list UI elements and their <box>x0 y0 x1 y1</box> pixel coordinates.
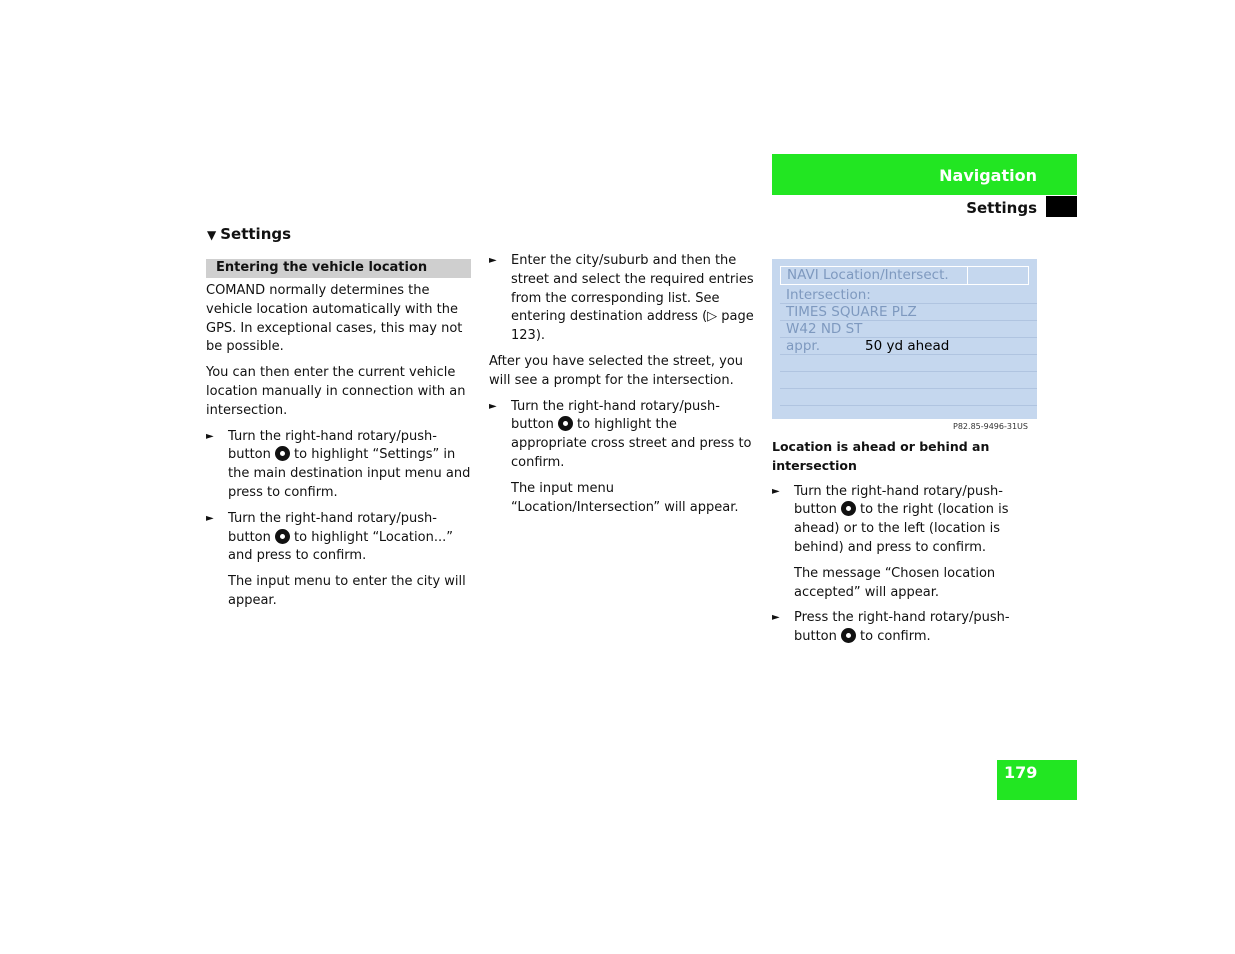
figure-reference: P82.85-9496-31US <box>953 422 1028 431</box>
screen-row <box>780 338 1037 355</box>
instruction-step <box>489 252 754 346</box>
step-text: Turn the right-hand rotary/push-button <box>228 510 437 545</box>
screen-row-empty <box>780 389 1037 406</box>
rotary-push-button-icon <box>558 416 573 431</box>
subsection-heading: Entering the vehicle location <box>206 259 471 278</box>
screen-title: NAVI Location/Intersect. <box>787 267 949 283</box>
section-heading <box>207 224 291 245</box>
instruction-step <box>206 428 471 503</box>
step-text: to highlight “Location...” and press to confirm. <box>228 529 453 564</box>
bullet-arrow-icon: ► <box>772 485 780 497</box>
paragraph: You can then enter the current vehicle location manually in connection with an intersection. <box>206 365 466 418</box>
step-text: to the right (location is ahead) or to the left (location is behind) and press to confirm. <box>794 502 1009 555</box>
screen-row-empty <box>780 355 1037 372</box>
step-result: The input menu to enter the city will appear. <box>228 574 466 608</box>
section-heading-title: Settings <box>220 225 292 243</box>
bullet-arrow-icon: ► <box>489 400 497 412</box>
rotary-push-button-icon <box>275 446 290 461</box>
section-marker-block <box>1046 196 1077 217</box>
rotary-push-button-icon <box>841 501 856 516</box>
instruction-step <box>206 510 471 566</box>
paragraph: COMAND normally determines the vehicle location automatically with the GPS. In exceptional cases, this may not be possible. <box>206 283 463 355</box>
step-text: to highlight “Settings” in the main destination input menu and press to confirm. <box>228 447 471 500</box>
step-text: Turn the right-hand rotary/push-button <box>228 428 437 463</box>
screen-row-value: 50 yd ahead <box>865 338 950 354</box>
collapse-triangle-icon: ▼ <box>207 228 217 242</box>
column-1 <box>206 259 471 618</box>
page-number-tab <box>997 760 1077 800</box>
column-3 <box>772 438 1037 654</box>
step-text: Press the right-hand rotary/push-button <box>794 610 1010 645</box>
bullet-arrow-icon: ► <box>489 255 497 266</box>
rotary-push-button-icon <box>275 529 290 544</box>
screen-row-text: appr. <box>786 338 821 354</box>
bullet-arrow-icon: ► <box>772 612 780 624</box>
step-result: The input menu “Location/Intersection” will appear. <box>511 480 739 515</box>
screen-row-text: W42 ND ST <box>786 321 863 337</box>
rotary-push-button-icon <box>841 628 856 643</box>
screen-row <box>780 321 1037 338</box>
screen-title-divider <box>967 267 968 284</box>
screen-title-bar <box>780 266 1029 285</box>
chapter-header-bar <box>772 154 1077 195</box>
screen-row <box>780 287 1037 304</box>
bullet-arrow-icon: ► <box>206 512 214 524</box>
instruction-step <box>772 609 1037 647</box>
screen-row-text: Intersection: <box>786 287 871 303</box>
bullet-arrow-icon: ► <box>206 430 214 442</box>
step-result: The message “Chosen location accepted” will appear. <box>794 565 996 600</box>
step-text: Enter the city/suburb and then the street and select the required entries from the corresponding list. See entering destination address (▷ page 123). <box>511 253 754 344</box>
chapter-title: Navigation <box>939 166 1037 185</box>
instruction-step <box>489 398 754 473</box>
screen-row <box>780 304 1037 321</box>
paragraph: After you have selected the street, you will see a prompt for the intersection. <box>489 353 744 388</box>
step-text: Turn the right-hand rotary/push-button <box>794 483 1003 518</box>
screen-row-empty <box>780 372 1037 389</box>
screen-row-text: TIMES SQUARE PLZ <box>786 304 917 320</box>
instruction-step <box>772 483 1037 558</box>
step-text: to confirm. <box>860 629 931 645</box>
figure-caption: Location is ahead or behind an intersection <box>772 439 990 473</box>
page-number: 179 <box>1004 763 1038 782</box>
column-2 <box>489 252 754 524</box>
step-text: to highlight the appropriate cross street and press to confirm. <box>511 417 752 470</box>
step-text: Turn the right-hand rotary/push-button <box>511 398 720 433</box>
navi-screen-illustration <box>772 259 1037 419</box>
section-title: Settings <box>966 199 1037 217</box>
